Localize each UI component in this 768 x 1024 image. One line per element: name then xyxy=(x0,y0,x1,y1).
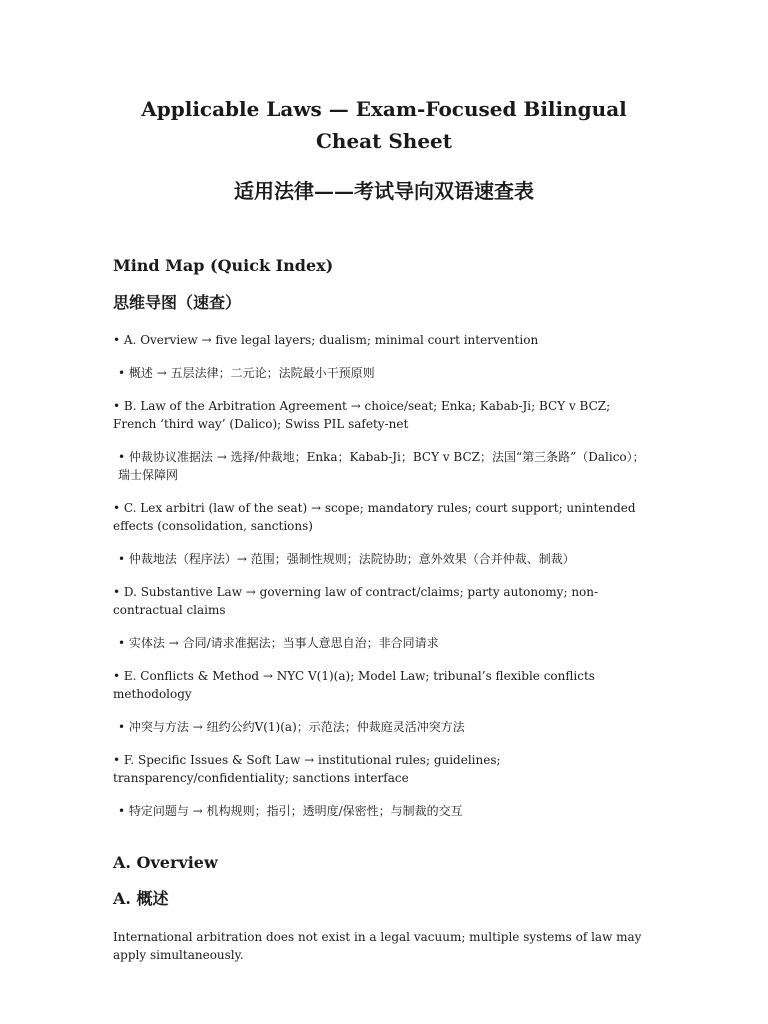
list-item: • 仲裁协议准据法 → 选择/仲裁地；Enka；Kabab-Ji；BCY v BCZ；法国“第三条路”（Dalico）；瑞士保障网 xyxy=(118,450,645,482)
mindmap-heading-cn: 思维导图（速查） xyxy=(113,293,242,312)
section-a-heading: A. Overview xyxy=(113,853,218,872)
list-item: • 冲突与方法 → 纽约公约V(1)(a)；示范法；仲裁庭灵活冲突方法 xyxy=(118,720,465,734)
list-item: • E. Conflicts & Method → NYC V(1)(a); Model Law; tribunal’s flexible conflicts methodology xyxy=(113,669,595,701)
list-item: • D. Substantive Law → governing law of contract/claims; party autonomy; non-contractual claims xyxy=(113,585,599,617)
section-a-heading-cn: A. 概述 xyxy=(113,889,169,908)
list-item: • 概述 → 五层法律；二元论；法院最小干预原则 xyxy=(118,366,375,380)
page-subtitle-cn: 适用法律——考试导向双语速查表 xyxy=(234,179,534,203)
list-item: • 实体法 → 合同/请求准据法；当事人意思自治；非合同请求 xyxy=(118,636,439,650)
mindmap-heading: Mind Map (Quick Index) xyxy=(113,256,334,275)
list-item: • C. Lex arbitri (law of the seat) → scope; mandatory rules; court support; unintended effects (consolidation, sanctions) xyxy=(113,501,636,533)
mindmap-list xyxy=(113,331,655,820)
list-item: • 特定问题与 → 机构规则；指引；透明度/保密性；与制裁的交互 xyxy=(118,804,463,818)
list-item: • 仲裁地法（程序法）→ 范围；强制性规则；法院协助；意外效果（合并仲裁、制裁） xyxy=(118,552,575,566)
list-item: • F. Specific Issues & Soft Law → institutional rules; guidelines; transparency/confidentiality; sanctions interface xyxy=(113,753,501,785)
section-a-paragraph: International arbitration does not exist in a legal vacuum; multiple systems of law may apply simultaneously. xyxy=(113,930,642,962)
list-item: • A. Overview → five legal layers; dualism; minimal court intervention xyxy=(113,333,539,347)
list-item: • B. Law of the Arbitration Agreement → choice/seat; Enka; Kabab-Ji; BCY v BCZ; French ‘third way’ (Dalico); Swiss PIL safety-net xyxy=(113,399,611,431)
page-title: Applicable Laws — Exam-Focused Bilingual Cheat Sheet xyxy=(141,97,627,153)
